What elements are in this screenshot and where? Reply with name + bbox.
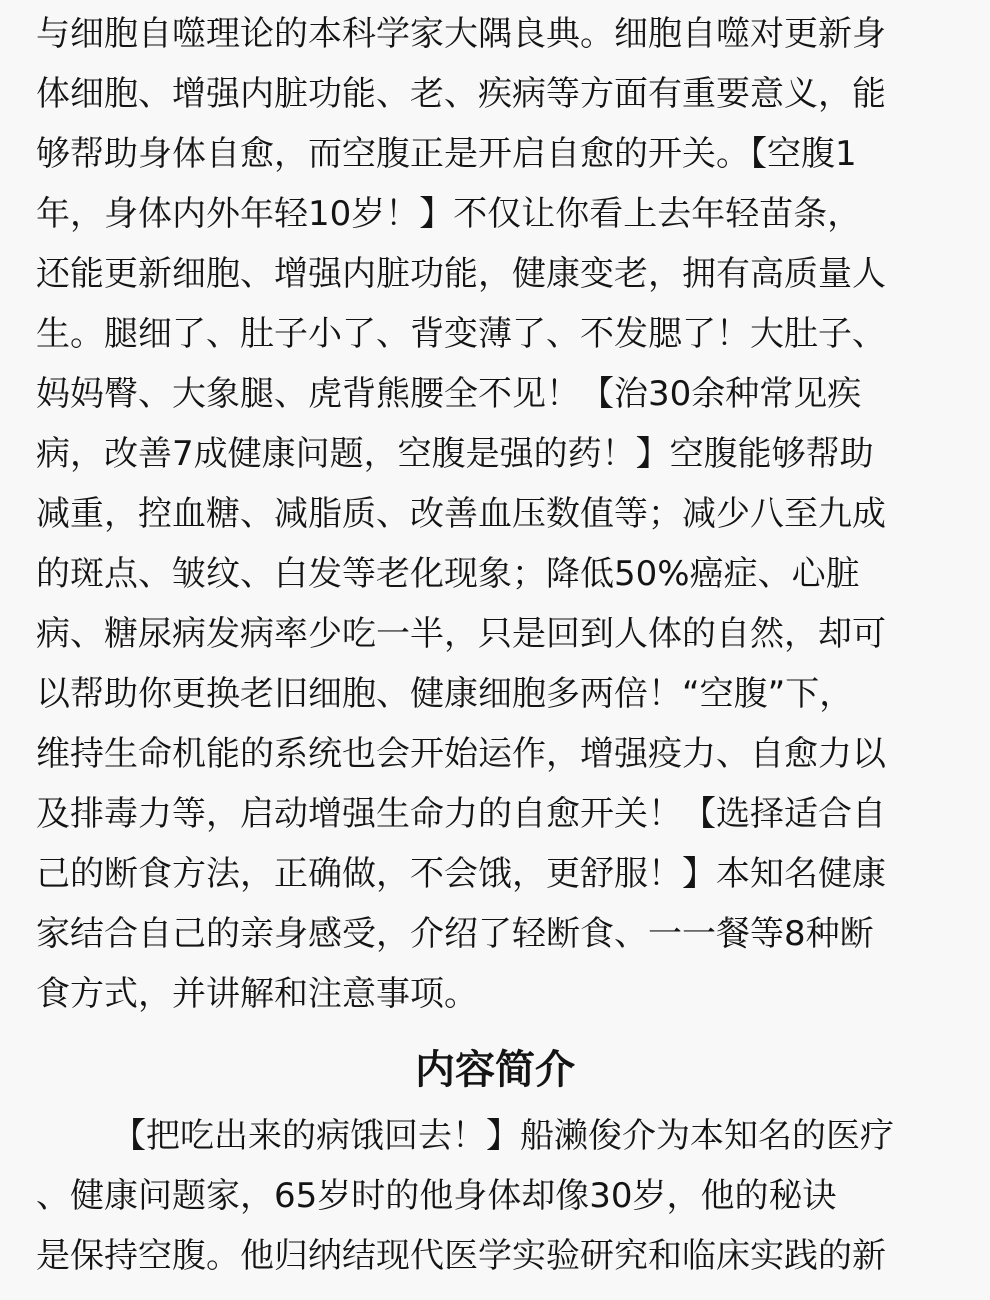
paragraph-line: 生。腿细了、肚子小了、背变薄了、不发腮了！大肚子、 bbox=[36, 314, 886, 354]
paragraph-line: 是保持空腹。他归纳结现代医学实验研究和临床实践的新 bbox=[36, 1236, 886, 1276]
paragraph-line: 食方式，并讲解和注意事项。 bbox=[36, 974, 478, 1014]
paragraph-line: 【把吃出来的病饿回去！】船濑俊介为本知名的医疗 bbox=[112, 1116, 894, 1156]
paragraph-line: 妈妈臀、大象腿、虎背熊腰全不见！【治30余种常见疾 bbox=[36, 374, 862, 414]
paragraph-line: 病，改善7成健康问题，空腹是强的药！】空腹能够帮助 bbox=[36, 434, 874, 474]
paragraph-line: 维持生命机能的系统也会开始运作，增强疫力、自愈力以 bbox=[36, 734, 886, 774]
paragraph-line: 的斑点、皱纹、白发等老化现象；降低50%癌症、心脏 bbox=[36, 554, 860, 594]
paragraph-line: 己的断食方法，正确做，不会饿，更舒服！】本知名健康 bbox=[36, 854, 886, 894]
paragraph-line: 与细胞自噬理论的本科学家大隅良典。细胞自噬对更新身 bbox=[36, 14, 886, 54]
paragraph-line: 家结合自己的亲身感受，介绍了轻断食、一一餐等8种断 bbox=[36, 914, 874, 954]
paragraph-line: 减重，控血糖、减脂质、改善血压数值等；减少八至九成 bbox=[36, 494, 886, 534]
paragraph-line: 年，身体内外年轻10岁！】不仅让你看上去年轻苗条， bbox=[36, 194, 862, 234]
section-heading: 内容简介 bbox=[415, 1047, 575, 1093]
paragraph-line: 病、糖尿病发病率少吃一半，只是回到人体的自然，却可 bbox=[36, 614, 886, 654]
paragraph-line: 以帮助你更换老旧细胞、健康细胞多两倍！“空腹”下， bbox=[36, 674, 854, 714]
paragraph-line: 体细胞、增强内脏功能、老、疾病等方面有重要意义，能 bbox=[36, 74, 886, 114]
paragraph-line: 够帮助身体自愈，而空腹正是开启自愈的开关。【空腹1 bbox=[36, 134, 857, 174]
paragraph-line: 还能更新细胞、增强内脏功能，健康变老，拥有高质量人 bbox=[36, 254, 886, 294]
paragraph-line: 、健康问题家，65岁时的他身体却像30岁，他的秘诀 bbox=[36, 1176, 837, 1216]
paragraph-line: 及排毒力等，启动增强生命力的自愈开关！【选择适合自 bbox=[36, 794, 886, 834]
